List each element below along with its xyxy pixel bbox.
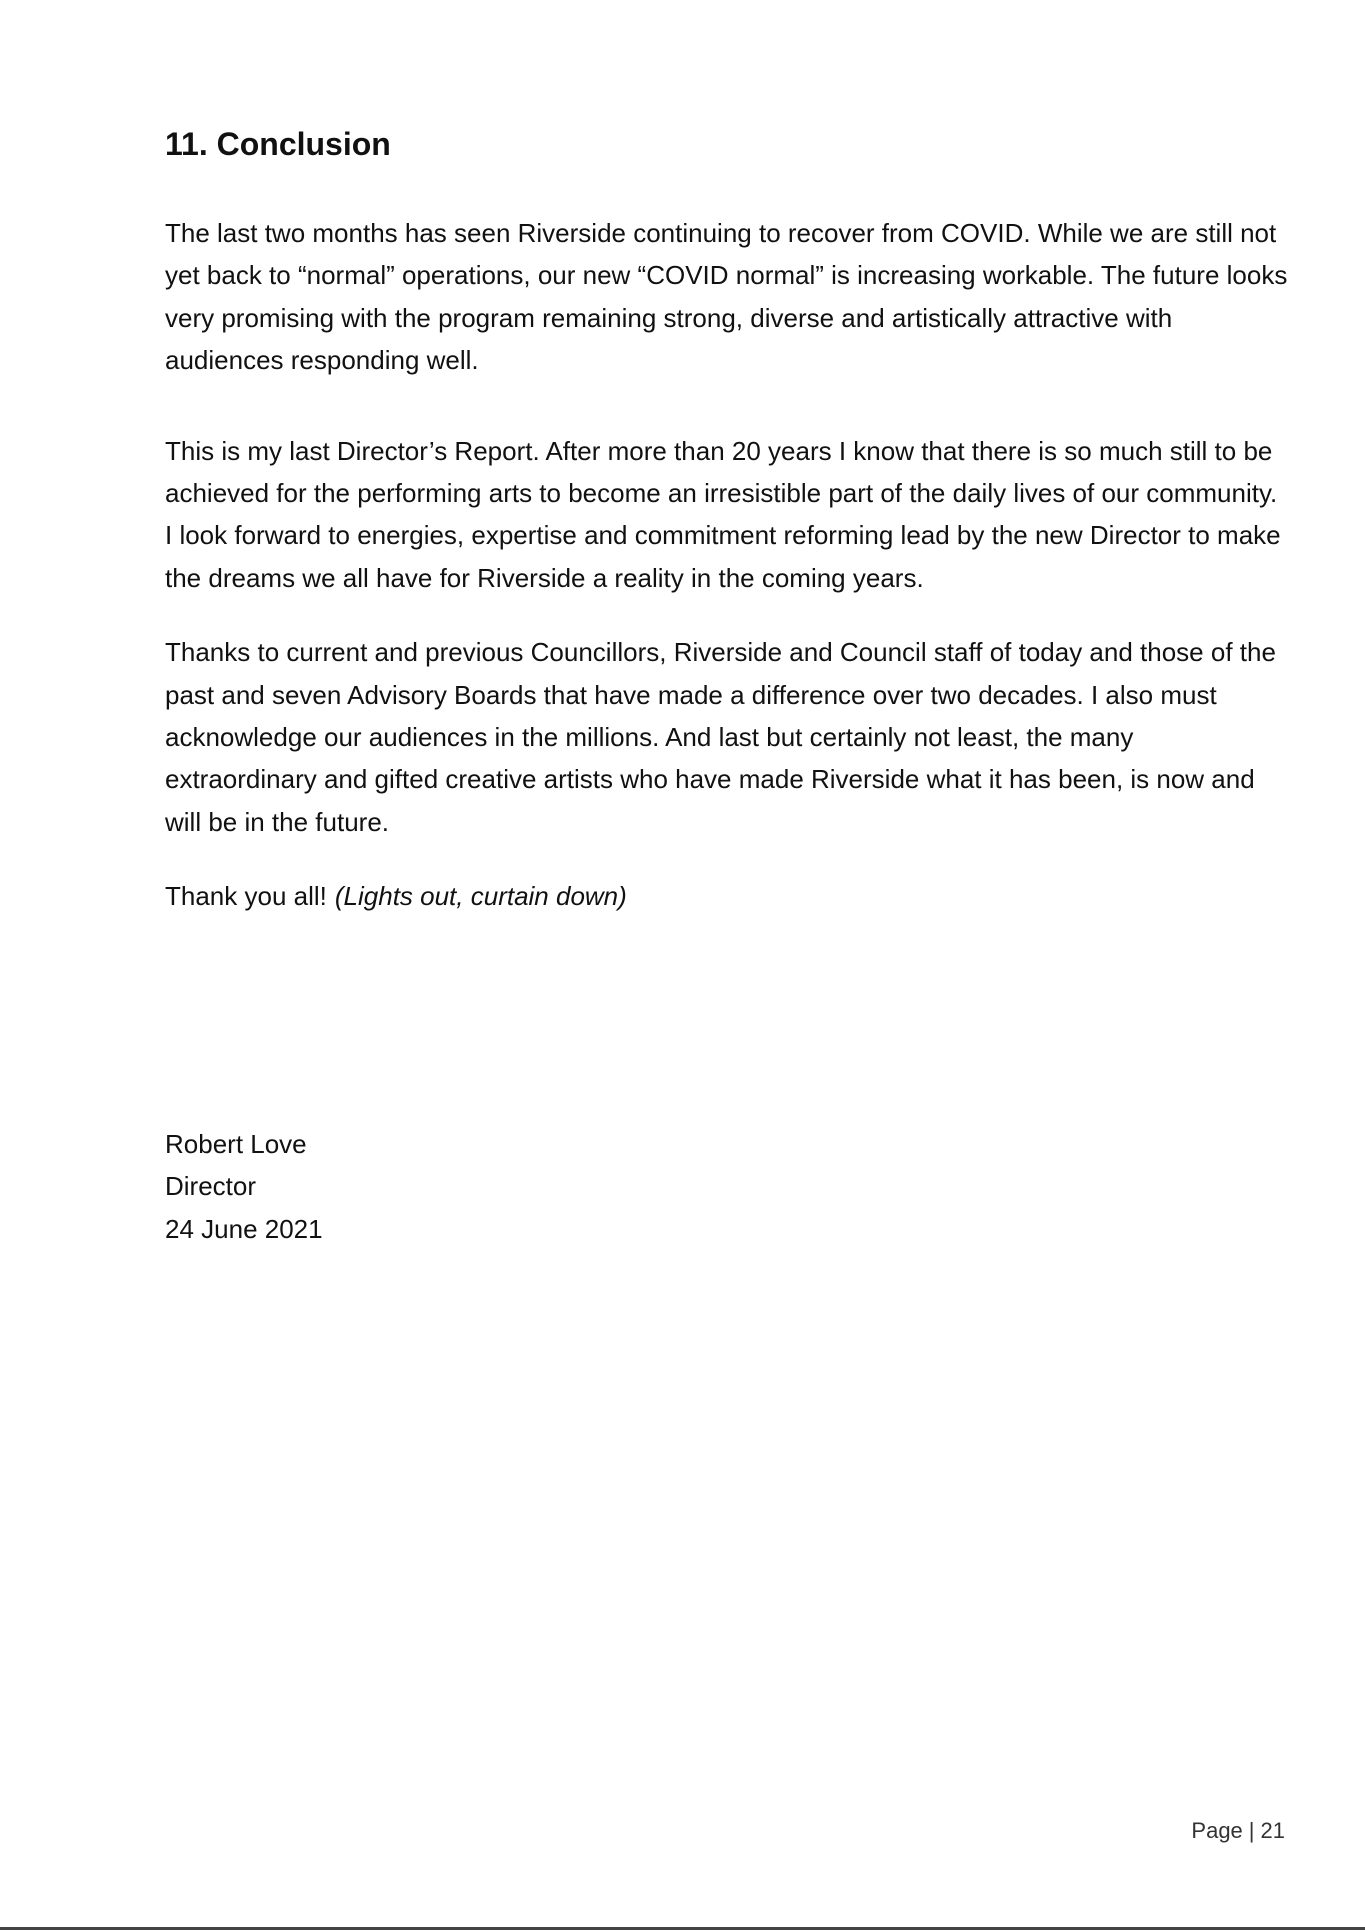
signature-name: Robert Love: [165, 1129, 307, 1159]
paragraph-recovery: The last two months has seen Riverside continuing to recover from COVID. While we are still not yet back to “normal” operations, our new “COVID normal” is increasing workable. The future looks very promising with the program remaining strong, diverse and artistically attractive with audiences responding well.: [165, 218, 1288, 376]
paragraph-last-report: This is my last Director’s Report. After more than 20 years I know that there is so much still to be achieved for the performing arts to become an irresistible part of the daily lives of our community. I look forward to energies, expertise and commitment reforming lead by the new Director to make the dreams we all have for Riverside a reality in the coming years.: [165, 435, 1281, 593]
closing-aside: (Lights out, curtain down): [334, 881, 627, 912]
page-footer: [1191, 1818, 1285, 1844]
page-label: Page: [1191, 1818, 1243, 1843]
closing-text: Thank you all!: [165, 881, 327, 912]
page-separator: |: [1248, 1818, 1255, 1843]
section-heading: 11. Conclusion: [165, 126, 391, 162]
signature-title: Director: [165, 1171, 257, 1202]
page-number: 21: [1260, 1818, 1285, 1843]
signature-date: 24 June 2021: [165, 1213, 323, 1244]
paragraph-thanks: Thanks to current and previous Councillors, Riverside and Council staff of today and those of the past and seven Advisory Boards that have made a difference over two decades. I also must acknowledge our audiences in the millions. And last but certainly not least, the many extraordinary and gifted creative artists who have made Riverside what it has been, is now and will be in the future.: [165, 637, 1276, 837]
closing-line: [165, 875, 1290, 917]
signature-block: [165, 1123, 323, 1250]
page-content: [165, 118, 1290, 918]
